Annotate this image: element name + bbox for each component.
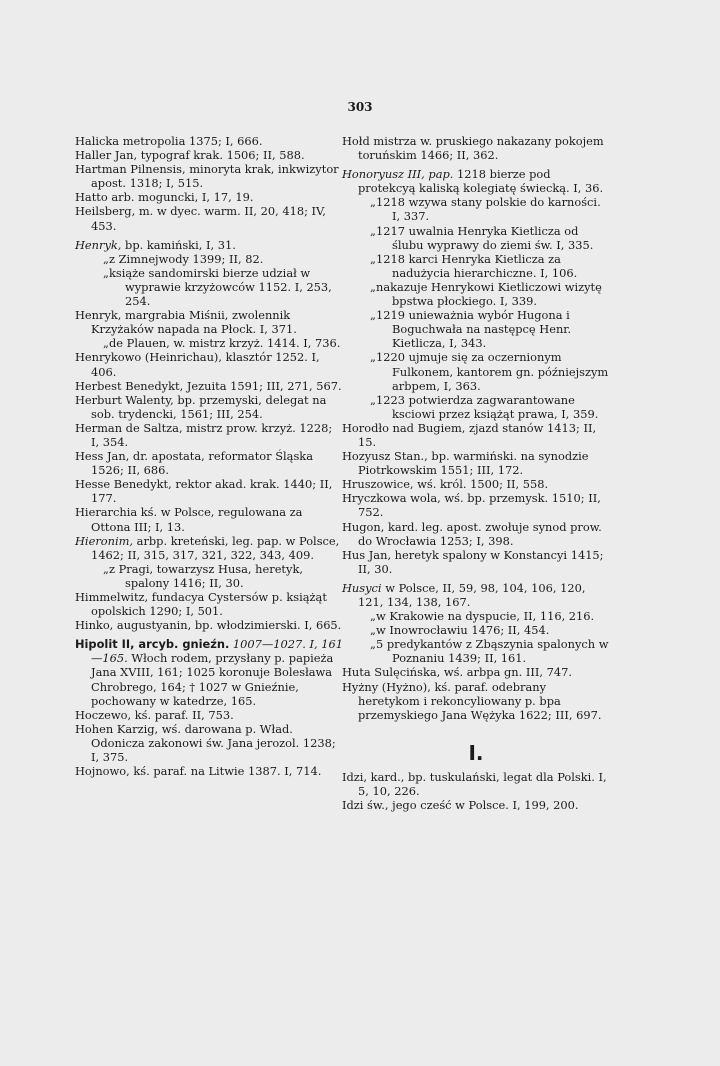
subentry-text: z Zimnejwody 1399; II, 82. [109, 251, 264, 266]
section-heading: I. [468, 740, 484, 765]
entry-text: Pilnensis, minoryta krak, inkwizytor apost. 1318; I, 515. [91, 162, 339, 191]
entry-text: św., jego cześć w Polsce. I, 199, 200. [363, 798, 579, 813]
entry-text: Jan, dr. apostata, reformator Śląska 1526; II, 686. [91, 449, 313, 478]
index-subentry [342, 280, 610, 308]
subentry-text: 1218 karci Henryka Kietlicza za nadużycia hierarchiczne. I, 106. [376, 251, 578, 280]
entry-text: kś. paraf. na Litwie 1387. I, 714. [129, 764, 322, 779]
index-entry [75, 308, 343, 336]
entry-headword: Hesse [75, 477, 111, 492]
index-subentry [342, 609, 610, 623]
index-entry [342, 421, 610, 449]
entry-text: arbp. kreteński, leg. pap. w Polsce, 1462; II, 315, 317, 321, 322, 343, 409. [91, 533, 340, 562]
entry-headword: Hess [75, 449, 104, 464]
ditto-mark: „ [103, 336, 109, 351]
index-entry [342, 680, 610, 722]
entry-text: m. w dyec. warm. II, 20, 418; IV, 453. [91, 204, 326, 233]
entry-text: w Polsce, II, 59, 98, 104, 106, 120, 121, 134, 138, 167. [358, 580, 586, 609]
entry-headword: Hartman [75, 162, 127, 177]
entry-text: Jan, typograf krak. 1506; II, 588. [111, 148, 305, 163]
entry-text: kard. leg. apost. zwołuje synod prow. do Wrocławia 1253; I, 398. [358, 519, 602, 548]
entry-headword: Herbest [75, 378, 122, 393]
index-entry [75, 393, 343, 421]
index-entry [75, 477, 343, 505]
entry-italic-note: 1007—1027. I, 161—165. [91, 637, 344, 666]
ditto-mark: „ [103, 251, 109, 266]
entry-headword: Hieronim, [75, 533, 134, 548]
ditto-mark: „ [370, 251, 376, 266]
entry-headword: Herman [75, 420, 123, 435]
ditto-mark: „ [370, 637, 376, 652]
ditto-mark: „ [370, 223, 376, 238]
index-entry [75, 350, 343, 378]
ditto-mark: „ [103, 561, 109, 576]
entry-text: Karzig, wś. darowana p. Wład. Odonicza zakonowi św. Jana jerozol. 1238; I, 375. [91, 721, 336, 765]
index-subentry [342, 252, 610, 280]
entry-headword: Henryk, [75, 308, 122, 323]
ditto-mark: „ [370, 350, 376, 365]
entry-headword: Hozyusz [342, 449, 391, 464]
entry-headword: Hryczkowa [342, 491, 407, 506]
index-subentry [342, 308, 610, 350]
entry-headword: Himmelwitz, [75, 590, 149, 604]
entry-text: arb. moguncki, I, 17, 19. [107, 190, 254, 205]
subentry-text: 1219 unieważnia wybór Hugona i Boguchwała na następcę Henr. Kietlicza, I, 343. [376, 308, 572, 351]
page-number: 303 [347, 100, 373, 114]
entry-headword: Hoczewo, [75, 707, 132, 722]
entry-text: kś. w Polsce, regulowana za Ottona III; I, 13. [91, 505, 303, 534]
index-subentry [342, 224, 610, 252]
entry-text: de Saltza, mistrz prow. krzyż. 1228; I, 354. [91, 420, 333, 449]
entry-text: Sulęcińska, wś. arbpa gn. III, 747. [370, 665, 572, 680]
entry-headword: Hołd [342, 134, 370, 148]
subentry-text: nakazuje Henrykowi Kietliczowi wizytę bpstwa płockiego. I, 339. [376, 279, 602, 309]
entry-headword: Hruszowice, [342, 477, 414, 492]
index-entry [75, 148, 343, 162]
right-column [342, 134, 610, 812]
index-entry [342, 477, 610, 491]
index-entry [342, 449, 610, 477]
entry-headword: Idzi, [342, 769, 368, 784]
entry-text: Benedykt, rektor akad. krak. 1440; II, 177. [91, 477, 333, 506]
index-entry [342, 520, 610, 548]
entry-headword: Hugon, [342, 519, 385, 534]
entry-text: (Heinrichau), klasztór 1252. I, 406. [91, 350, 320, 379]
index-entry [75, 637, 343, 707]
entry-headword: Huta [342, 665, 371, 680]
entry-text: Walenty, bp. przemyski, delegat na sob. trydencki, 1561; III, 254. [91, 392, 327, 421]
subentry-text: z Pragi, towarzysz Husa, heretyk, spalony 1416; II, 30. [109, 561, 303, 590]
index-entry [342, 665, 610, 679]
entry-headword: Honoryusz III, [342, 167, 425, 182]
entry-text: Stan., bp. warmiński. na synodzie Piotrkowskim 1551; III, 172. [358, 449, 589, 478]
entry-headword: Hierarchia [75, 505, 138, 520]
index-entry [75, 134, 343, 148]
entry-text: Włoch rodem, przysłany p. papieża Jana XVIII, 161; 1025 koronuje Bolesława Chrobrego, 164; † 1027 w Gnieźnie, pochowany w katedrze, 165. [91, 651, 334, 708]
subentry-text: 1217 uwalnia Henryka Kietlicza od ślubu wyprawy do ziemi św. I, 335. [376, 223, 594, 252]
index-entry [75, 590, 343, 618]
subentry-text: 1223 potwierdza zagwarantowane ksciowi przez książąt prawa, I, 359. [376, 392, 599, 421]
subentry-text: książe sandomirski bierze udział w wyprawie krzyżowców 1152. I, 253, 254. [109, 265, 332, 309]
subentry-text: de Plauen, w. mistrz krzyż. 1414. I, 736. [109, 336, 341, 351]
index-subentry [342, 195, 610, 223]
index-subentry [342, 393, 610, 421]
ditto-mark: „ [370, 609, 376, 624]
subentry-text: w Inowrocławiu 1476; II, 454. [376, 623, 550, 638]
subentry-text: 1220 ujmuje się za oczernionym Fulkonem, kantorem gn. późniejszym arbpem, I, 363. [376, 350, 609, 393]
entry-headword: Henryk, [75, 237, 122, 252]
index-entry [75, 764, 343, 778]
index-subentry [75, 252, 343, 266]
index-entry [75, 204, 343, 232]
index-entry [342, 798, 610, 812]
entry-text: Benedykt, Jezuita 1591; III, 271, 567. [121, 378, 342, 393]
ditto-mark: „ [370, 623, 376, 638]
entry-headword: Hatto [75, 190, 108, 205]
ditto-mark: „ [370, 195, 376, 210]
entry-text: kard., bp. tuskulański, legat dla Polski. I, 5, 10, 226. [358, 769, 607, 798]
entry-headword: Hohen [75, 721, 114, 736]
entry-headword: Horodło [342, 420, 389, 435]
index-subentry [75, 336, 343, 350]
entry-text: Jan, heretyk spalony w Konstancyi 1415; II, 30. [358, 547, 604, 576]
index-entry [342, 134, 610, 162]
index-entry [75, 449, 343, 477]
index-entry [342, 581, 610, 609]
entry-headword: Hojnowo, [75, 764, 130, 779]
entry-text: margrabia Miśnii, zwolennik Krzyżaków napada na Płock. I, 371. [91, 308, 297, 337]
index-entry [75, 505, 343, 533]
entry-text: nad Bugiem, zjazd stanów 1413; II, 15. [358, 420, 597, 449]
entry-text: kś. paraf. II, 753. [131, 707, 234, 722]
ditto-mark: „ [103, 265, 109, 280]
entry-headword: Hus [342, 547, 366, 562]
index-subentry [75, 562, 343, 590]
subentry-text: w Krakowie na dyspucie, II, 116, 216. [376, 609, 595, 624]
entry-text: (Hyżno), kś. paraf. odebrany heretykom i rekoncyliowany p. bpa przemyskiego Jana Wężyka 1622; III, 697. [358, 679, 602, 722]
index-entry [342, 491, 610, 519]
ditto-mark: „ [370, 279, 376, 294]
entry-text: augustyanin, bp. włodzimierski. I, 665. [113, 618, 342, 633]
entry-headword: Husyci [342, 580, 382, 595]
index-subentry [75, 266, 343, 308]
entry-headword: Idzi [342, 798, 364, 813]
entry-headword: Haller [75, 148, 112, 163]
index-entry [75, 162, 343, 190]
index-entry [342, 770, 610, 798]
index-entry [75, 238, 343, 252]
left-column [75, 134, 343, 778]
index-entry [75, 534, 343, 562]
subentry-text: 5 predykantów z Zbąszynia spalonych w Poznaniu 1439; II, 161. [376, 637, 609, 666]
index-entry [75, 722, 343, 764]
entry-headword: Hinko, [75, 618, 114, 633]
subentry-text: 1218 wzywa stany polskie do karności. I, 337. [376, 195, 601, 224]
index-subentry [342, 350, 610, 392]
entry-text: wś. król. 1500; II, 558. [413, 477, 549, 492]
entry-headword: Herburt [75, 392, 122, 407]
index-entry [75, 190, 343, 204]
entry-text: bp. kamiński, I, 31. [121, 237, 236, 252]
entry-italic-note: pap. [424, 167, 454, 182]
entry-headword: Halicka [75, 134, 120, 148]
entry-headword: Heilsberg, [75, 204, 136, 219]
index-subentry [342, 637, 610, 665]
entry-headword: Hipolit II, arcyb. gnieźn. [75, 637, 230, 652]
entry-text: mistrza w. pruskiego nakazany pokojem toruńskim 1466; II, 362. [358, 134, 604, 163]
index-entry [75, 618, 343, 632]
index-entry [75, 421, 343, 449]
entry-headword: Henrykowo [75, 350, 142, 365]
entry-text: 1218 bierze pod protekcyą kaliską kolegiatę świecką. I, 36. [358, 167, 604, 196]
entry-text: fundacya Cystersów p. książąt opolskich 1290; I, 501. [91, 590, 327, 619]
entry-headword: Hyżny [342, 679, 379, 694]
index-entry [342, 167, 610, 195]
index-subentry [342, 623, 610, 637]
entry-text: wola, wś. bp. przemysk. 1510; II, 752. [358, 491, 601, 520]
ditto-mark: „ [370, 392, 376, 407]
index-entry [342, 548, 610, 576]
ditto-mark: „ [370, 308, 376, 323]
index-entry [75, 708, 343, 722]
index-entry [75, 379, 343, 393]
entry-text: metropolia 1375; I, 666. [119, 134, 263, 148]
